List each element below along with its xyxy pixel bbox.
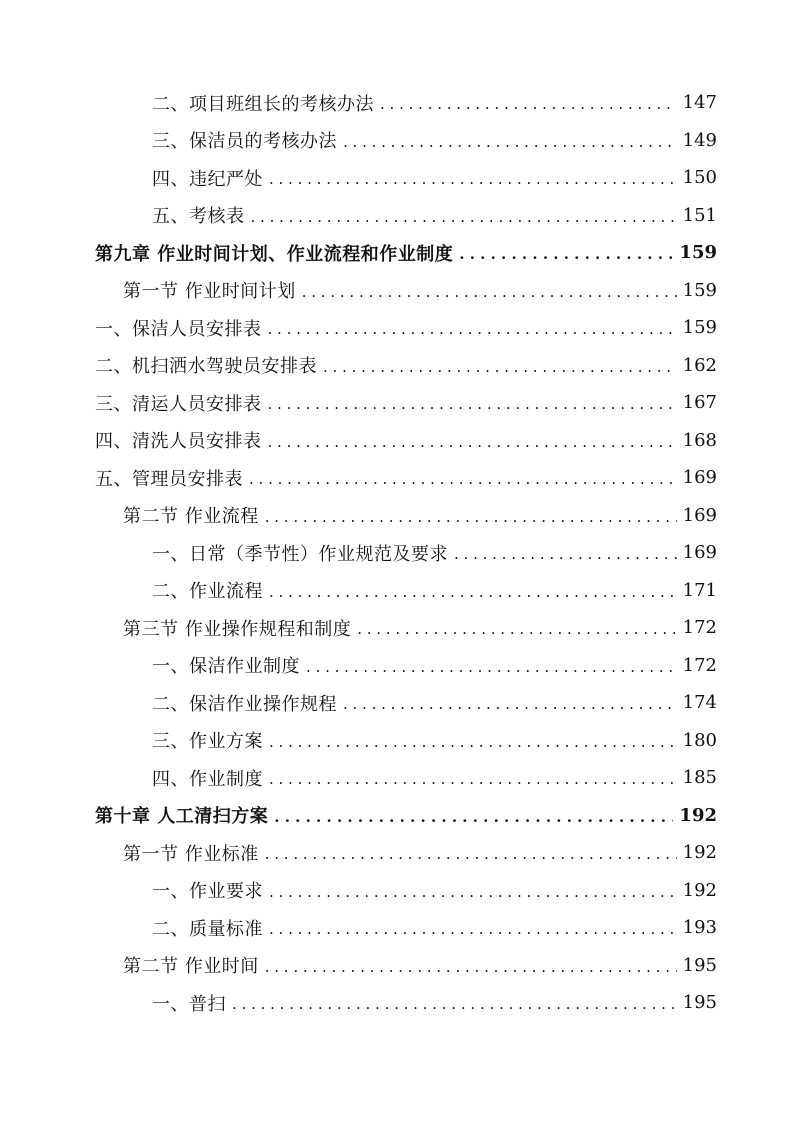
toc-entry-title: 一、作业要求 [152, 881, 263, 903]
toc-entry-page: 149 [682, 129, 717, 151]
table-of-contents [0, 84, 793, 1022]
toc-chapter-page: 192 [679, 804, 717, 826]
toc-entry[interactable] [0, 534, 793, 572]
toc-entry[interactable] [0, 197, 793, 235]
toc-entry-title: 四、清洗人员安排表 [95, 431, 262, 453]
toc-entry-title: 二、项目班组长的考核办法 [152, 93, 374, 115]
toc-entry-page: 172 [682, 654, 717, 676]
toc-dot-leader [232, 997, 677, 1012]
toc-chapter[interactable] [0, 797, 793, 835]
toc-entry-page: 193 [682, 917, 717, 939]
toc-chapter-title: 第十章 人工清扫方案 [95, 806, 269, 828]
toc-dot-leader [274, 810, 673, 825]
toc-dot-leader [268, 322, 677, 337]
toc-entry-title: 三、保洁员的考核办法 [152, 131, 337, 153]
toc-section-page: 172 [682, 617, 717, 639]
toc-entry[interactable] [0, 722, 793, 760]
toc-dot-leader [343, 697, 677, 712]
toc-chapter-title: 第九章 作业时间计划、作业流程和作业制度 [95, 243, 454, 265]
toc-dot-leader [268, 397, 677, 412]
toc-dot-leader [268, 435, 677, 450]
toc-entry-page: 168 [682, 429, 717, 451]
toc-entry-page: 151 [682, 204, 717, 226]
toc-entry[interactable] [0, 872, 793, 910]
toc-entry-page: 169 [682, 542, 717, 564]
toc-dot-leader [459, 247, 673, 262]
toc-entry-title: 三、清运人员安排表 [95, 393, 262, 415]
toc-entry[interactable] [0, 159, 793, 197]
toc-entry[interactable] [0, 647, 793, 685]
toc-section[interactable] [0, 834, 793, 872]
toc-dot-leader [269, 735, 677, 750]
toc-entry-page: 171 [682, 579, 717, 601]
toc-section-page: 195 [682, 954, 717, 976]
toc-entry[interactable] [0, 909, 793, 947]
toc-dot-leader [251, 210, 677, 225]
toc-entry-title: 二、作业流程 [152, 581, 263, 603]
toc-entry-title: 二、机扫洒水驾驶员安排表 [95, 356, 317, 378]
toc-section-title: 第一节 作业标准 [123, 843, 259, 865]
toc-entry[interactable] [0, 122, 793, 160]
toc-entry-page: 147 [682, 92, 717, 114]
toc-entry-title: 二、保洁作业操作规程 [152, 693, 337, 715]
toc-entry[interactable] [0, 759, 793, 797]
toc-dot-leader [249, 472, 677, 487]
toc-entry-title: 一、保洁作业制度 [152, 656, 300, 678]
toc-entry[interactable] [0, 984, 793, 1022]
toc-dot-leader [454, 547, 677, 562]
toc-dot-leader [302, 285, 677, 300]
toc-entry-page: 169 [682, 467, 717, 489]
toc-entry-page: 180 [682, 729, 717, 751]
toc-section[interactable] [0, 272, 793, 310]
toc-entry-page: 192 [682, 879, 717, 901]
toc-dot-leader [265, 960, 677, 975]
toc-entry-page: 167 [682, 392, 717, 414]
toc-entry-title: 五、考核表 [152, 206, 245, 228]
toc-dot-leader [306, 660, 677, 675]
toc-dot-leader [323, 360, 677, 375]
toc-dot-leader [343, 135, 677, 150]
toc-entry-title: 五、管理员安排表 [95, 468, 243, 490]
toc-entry[interactable] [0, 422, 793, 460]
toc-entry-title: 一、日常（季节性）作业规范及要求 [152, 543, 448, 565]
toc-entry[interactable] [0, 347, 793, 385]
toc-entry-title: 一、普扫 [152, 993, 226, 1015]
toc-dot-leader [269, 772, 677, 787]
toc-dot-leader [265, 510, 677, 525]
toc-dot-leader [269, 585, 677, 600]
toc-entry-title: 三、作业方案 [152, 731, 263, 753]
toc-entry[interactable] [0, 572, 793, 610]
toc-entry-title: 二、质量标准 [152, 918, 263, 940]
toc-section-page: 192 [682, 842, 717, 864]
toc-dot-leader [380, 97, 677, 112]
toc-entry[interactable] [0, 684, 793, 722]
toc-entry[interactable] [0, 309, 793, 347]
toc-entry-page: 162 [682, 354, 717, 376]
toc-entry-page: 159 [682, 317, 717, 339]
toc-entry-page: 185 [682, 767, 717, 789]
toc-entry[interactable] [0, 84, 793, 122]
toc-section[interactable] [0, 497, 793, 535]
toc-section[interactable] [0, 609, 793, 647]
toc-entry[interactable] [0, 384, 793, 422]
toc-section-page: 169 [682, 504, 717, 526]
toc-section[interactable] [0, 947, 793, 985]
toc-chapter-page: 159 [679, 242, 717, 264]
toc-chapter[interactable] [0, 234, 793, 272]
toc-entry-title: 一、保洁人员安排表 [95, 318, 262, 340]
toc-dot-leader [269, 172, 677, 187]
toc-dot-leader [269, 885, 677, 900]
toc-entry[interactable] [0, 459, 793, 497]
toc-dot-leader [265, 847, 677, 862]
toc-section-title: 第三节 作业操作规程和制度 [123, 618, 352, 640]
toc-entry-title: 四、违纪严处 [152, 168, 263, 190]
toc-section-title: 第二节 作业流程 [123, 506, 259, 528]
toc-section-page: 159 [682, 279, 717, 301]
toc-dot-leader [269, 922, 677, 937]
toc-entry-title: 四、作业制度 [152, 768, 263, 790]
toc-entry-page: 195 [682, 992, 717, 1014]
toc-dot-leader [357, 622, 676, 637]
toc-section-title: 第二节 作业时间 [123, 956, 259, 978]
toc-entry-page: 174 [682, 692, 717, 714]
toc-entry-page: 150 [682, 167, 717, 189]
toc-section-title: 第一节 作业时间计划 [123, 281, 296, 303]
